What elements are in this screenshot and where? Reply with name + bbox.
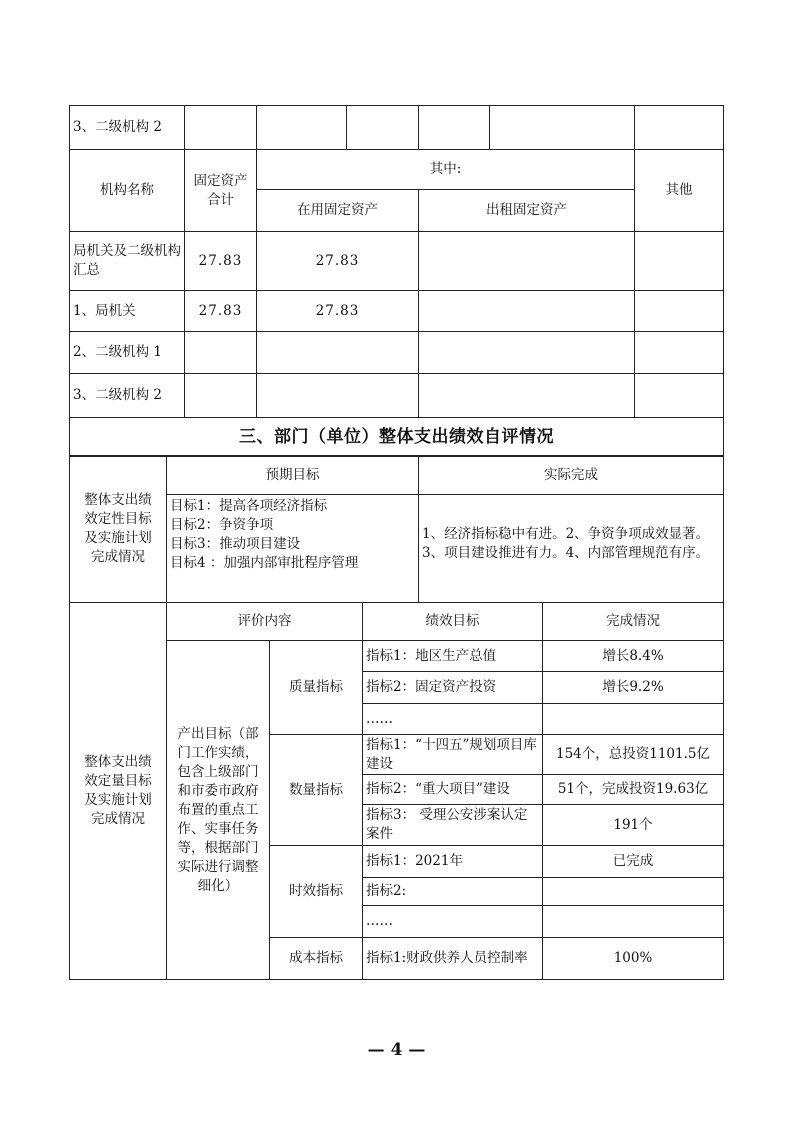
in-use-cell	[257, 332, 419, 374]
quantitative-row-label: 整体支出绩效定量目标及实施计划完成情况	[70, 603, 167, 980]
header-in-use: 在用固定资产	[257, 190, 419, 232]
expected-goals-list	[167, 495, 419, 603]
org-name-cell: 3、二级机构 2	[70, 106, 185, 150]
other-cell	[635, 332, 724, 374]
goal-item: 目标2：争资争项	[170, 517, 274, 533]
target-cell: 指标2:	[363, 878, 543, 906]
header-asset-total: 固定资产合计	[185, 150, 257, 232]
org-name-cell: 局机关及二级机构汇总	[70, 232, 185, 291]
page-number: — 4 —	[367, 1040, 426, 1060]
target-cell: ……	[363, 704, 543, 735]
in-use-cell: 27.83	[257, 232, 419, 291]
table-row	[70, 232, 724, 291]
rented-cell	[419, 291, 635, 332]
section-title-row	[70, 418, 724, 457]
target-cell: 指标1：地区生产总值	[363, 641, 543, 672]
status-cell: 增长8.4%	[543, 641, 724, 672]
goal-item: 目标4 ：加强内部审批程序管理	[170, 555, 359, 571]
target-cell: 指标3： 受理公安涉案认定案件	[363, 805, 543, 846]
header-other: 其他	[635, 150, 724, 232]
table-header-row	[70, 603, 724, 641]
status-cell: 已完成	[543, 846, 724, 878]
org-name-cell: 2、二级机构 1	[70, 332, 185, 374]
qualitative-row-label: 整体支出绩效定性目标及实施计划完成情况	[70, 456, 167, 603]
section-title: 三、部门（单位）整体支出绩效自评情况	[70, 418, 724, 457]
target-cell: 指标2：固定资产投资	[363, 672, 543, 704]
table-header-row	[70, 456, 724, 495]
category-quality: 质量指标	[270, 641, 363, 735]
in-use-cell: 27.83	[257, 291, 419, 332]
header-actual-completion: 实际完成	[419, 456, 724, 495]
status-cell: 增长9.2%	[543, 672, 724, 704]
other-cell	[635, 232, 724, 291]
table-header-row	[70, 150, 724, 190]
header-rented: 出租固定资产	[419, 190, 635, 232]
rented-cell	[419, 332, 635, 374]
header-completion-status: 完成情况	[543, 603, 724, 641]
other-cell	[635, 291, 724, 332]
header-of-which: 其中:	[257, 150, 635, 190]
goal-item: 目标3：推动项目建设	[170, 536, 301, 552]
target-cell: 指标1:财政供养人员控制率	[363, 938, 543, 980]
status-cell	[543, 906, 724, 938]
other-cell	[635, 374, 724, 418]
status-cell	[543, 704, 724, 735]
fixed-asset-table	[69, 105, 724, 457]
header-org-name: 机构名称	[70, 150, 185, 232]
goal-item: 目标1：提高各项经济指标	[170, 498, 328, 514]
target-cell: ……	[363, 906, 543, 938]
actual-completion-text: 1、经济指标稳中有进。2、争资争项成效显著。3、项目建设推进有力。4、内部管理规范有序。	[419, 495, 724, 603]
output-target-label: 产出目标（部门工作实绩，包含上级部门和市委市政府布置的重点工作、实事任务等，根据部门实际进行调整细化）	[167, 641, 270, 980]
category-cost: 成本指标	[270, 938, 363, 980]
table-row	[70, 291, 724, 332]
qualitative-goals-table	[69, 455, 724, 603]
header-performance-target: 绩效目标	[363, 603, 543, 641]
target-cell: 指标2：“重大项目”建设	[363, 775, 543, 805]
org-name-cell: 1、局机关	[70, 291, 185, 332]
status-cell: 154个，总投资1101.5亿	[543, 735, 724, 775]
header-evaluation-content: 评价内容	[167, 603, 363, 641]
table-row	[70, 374, 724, 418]
status-cell: 51个，完成投资19.63亿	[543, 775, 724, 805]
table-row	[70, 332, 724, 374]
table-row	[70, 106, 724, 150]
status-cell: 100%	[543, 938, 724, 980]
category-timeliness: 时效指标	[270, 846, 363, 938]
asset-total-cell: 27.83	[185, 232, 257, 291]
org-name-cell: 3、二级机构 2	[70, 374, 185, 418]
rented-cell	[419, 232, 635, 291]
quantitative-goals-table	[69, 602, 724, 980]
asset-total-cell: 27.83	[185, 291, 257, 332]
target-cell: 指标1：2021年	[363, 846, 543, 878]
status-cell	[543, 878, 724, 906]
asset-total-cell	[185, 374, 257, 418]
status-cell: 191个	[543, 805, 724, 846]
asset-total-cell	[185, 332, 257, 374]
target-cell: 指标1：“十四五”规划项目库建设	[363, 735, 543, 775]
rented-cell	[419, 374, 635, 418]
category-quantity: 数量指标	[270, 735, 363, 846]
header-expected-goals: 预期目标	[167, 456, 419, 495]
in-use-cell	[257, 374, 419, 418]
table-row	[70, 641, 724, 672]
table-row	[70, 495, 724, 603]
